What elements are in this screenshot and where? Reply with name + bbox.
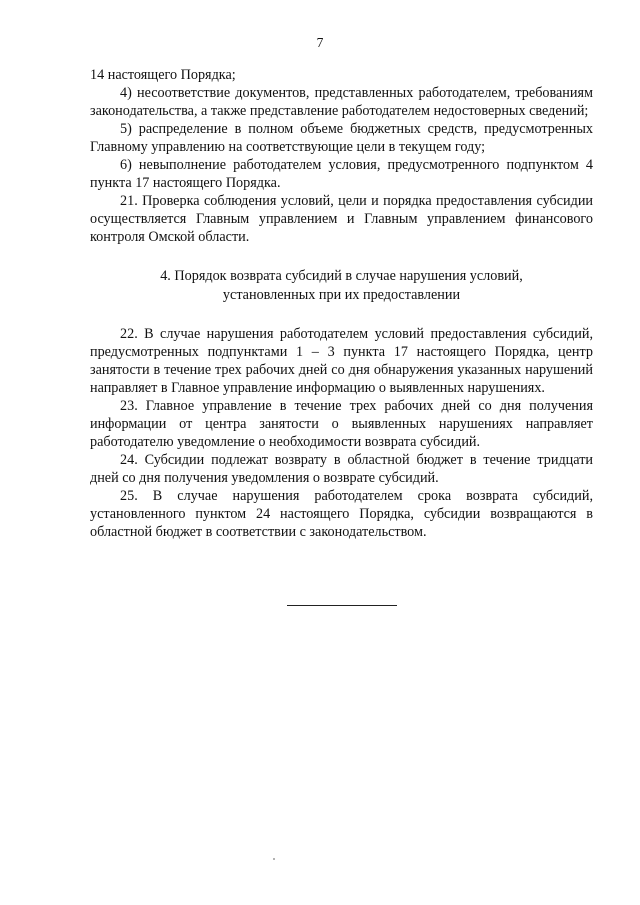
paragraph-item-6: 6) невыполнение работодателем условия, предусмотренного подпунктом 4 пункта 17 настоящего Порядка. [90,157,593,191]
paragraph-21: 21. Проверка соблюдения условий, цели и порядка предоставления субсидии осуществляется Главным управлением и Главным управлением финансового контроля Омской области. [90,193,593,245]
paragraph-item-4: 4) несоответствие документов, представленных работодателем, требованиям законодательства, а также представление работодателем недостоверных сведений; [90,85,593,119]
end-of-text-rule [287,605,397,606]
section-spacer [90,246,593,267]
section-spacer [90,305,593,325]
section-heading [90,267,593,305]
paragraph-continuation: 14 настоящего Порядка; [90,67,236,83]
paragraph-25: 25. В случае нарушения работодателем срока возврата субсидий, установленного пунктом 24 настоящего Порядка, субсидии возвращаются в областной бюджет в соответствии с законодательством. [90,488,593,540]
paragraph-22: 22. В случае нарушения работодателем условий предоставления субсидий, предусмотренных подпунктами 1 – 3 пункта 17 настоящего Порядка, центр занятости в течение трех рабочих дней со дня обнаружения указанных нарушений направляет в Главное управление информацию о выявленных нарушениях. [90,326,593,396]
section-heading-line-2: установленных при их предоставлении [222,287,461,303]
paragraph-item-5: 5) распределение в полном объеме бюджетных средств, предусмотренных Главному управлению на соответствующие цели в текущем году; [90,121,593,155]
document-body [90,66,593,541]
page-number: 7 [316,35,324,50]
paragraph-23: 23. Главное управление в течение трех рабочих дней со дня получения информации от центра занятости о выявленных нарушениях направляет работодателю уведомление о необходимости возврата субсидий. [90,398,593,450]
paragraph-24: 24. Субсидии подлежат возврату в областной бюджет в течение тридцати дней со дня получения уведомления о возврате субсидий. [90,452,593,486]
scan-speck [273,858,275,860]
section-heading-line-1: 4. Порядок возврата субсидий в случае нарушения условий, [160,268,523,284]
